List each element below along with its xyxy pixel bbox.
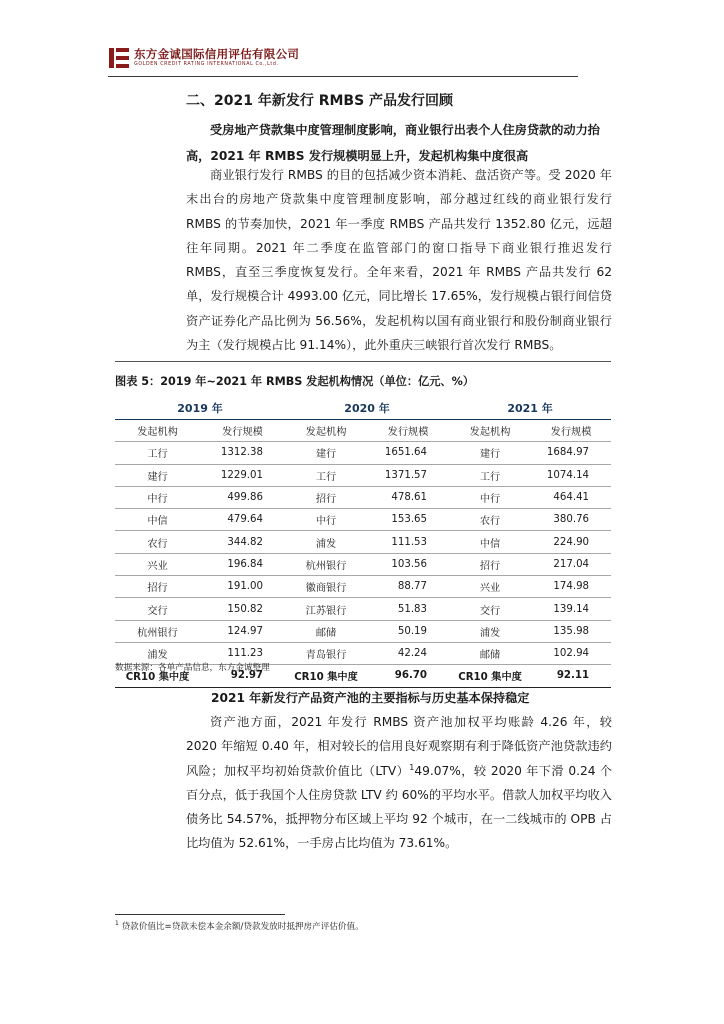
- table-row: [115, 464, 611, 486]
- table-row: [115, 486, 611, 508]
- issuer-cell: 交行: [449, 598, 531, 620]
- table-top-divider: [115, 361, 611, 362]
- issuance-value-cell: 1684.97: [531, 442, 611, 464]
- table-source-note: 数据来源：各单产品信息，东方金诚整理: [115, 663, 270, 673]
- table-row: [115, 442, 611, 464]
- issuer-cell: 杭州银行: [285, 553, 367, 575]
- issuance-value-cell: 135.98: [531, 620, 611, 642]
- issuance-value-cell: 479.64: [200, 509, 285, 531]
- issuer-cell: 建行: [115, 464, 200, 486]
- issuance-value-cell: 51.83: [367, 598, 449, 620]
- footnote-divider: [115, 914, 285, 915]
- issuer-cell: 中行: [449, 486, 531, 508]
- issuance-value-cell: 380.76: [531, 509, 611, 531]
- issuer-cell: 浦发: [115, 642, 200, 664]
- footnote-number: 1: [115, 920, 119, 928]
- cr10-value-cell: 92.97: [200, 665, 285, 687]
- issuer-cell: 杭州银行: [115, 620, 200, 642]
- column-header: 发起机构: [285, 420, 367, 442]
- issuer-cell: 招行: [449, 553, 531, 575]
- table-row: [115, 553, 611, 575]
- issuer-cell: 中行: [115, 486, 200, 508]
- body-paragraph-issuance: 商业银行发行 RMBS 的目的包括减少资本消耗、盘活资产等。受 2020 年末出台的房地产贷款集中度管理制度影响，部分越过红线的商业银行发行 RMBS 的节奏加快，2021 年一季度 RMBS 产品共发行 1352.80 亿元，远超往年同期。2021 年二季度在监管部门的窗口指导下商业银行推迟发行 RMBS，直至三季度恢复发行。全年来看，2021 年 RMBS 产品共发行 62 单，发行规模合计 4993.00 亿元，同比增长 17.65%，发行规模占银行间信贷资产证券化产品比例为 56.56%，发起机构以国有商业银行和股份制商业银行为主（发行规模占比 91.14%），此外重庆三峡银行首次发行 RMBS。: [186, 168, 612, 353]
- issuer-cell: 兴业: [115, 553, 200, 575]
- issuance-value-cell: 139.14: [531, 598, 611, 620]
- issuer-cell: 徽商银行: [285, 576, 367, 598]
- issuer-cell: 浦发: [449, 620, 531, 642]
- issuer-cell: 兴业: [449, 576, 531, 598]
- table-row: [115, 509, 611, 531]
- issuer-cell: 工行: [115, 442, 200, 464]
- issuance-value-cell: 499.86: [200, 486, 285, 508]
- table-row: [115, 598, 611, 620]
- year-2021-header: 2021 年: [449, 397, 611, 420]
- rmbs-issuer-table: [115, 397, 611, 688]
- issuance-value-cell: 191.00: [200, 576, 285, 598]
- pool-text-part1: 资产池方面，2021 年发行 RMBS 资产池加权平均账龄 4.26 年，较 2020 年缩短 0.40 年，相对较长的信用良好观察期有利于降低资产池贷款违约风险；加权平均初始贷款价值比（LTV）: [186, 715, 612, 778]
- lead-paragraph: 受房地产贷款集中度管理制度影响，商业银行出表个人住房贷款的动力抬高，2021 年 RMBS 发行规模明显上升，发起机构集中度很高: [186, 123, 600, 163]
- issuer-cell: 中信: [115, 509, 200, 531]
- year-2020-header: 2020 年: [285, 397, 449, 420]
- issuer-cell: 招行: [285, 486, 367, 508]
- footnote: [115, 920, 364, 932]
- issuer-cell: 浦发: [285, 531, 367, 553]
- issuance-value-cell: 150.82: [200, 598, 285, 620]
- issuance-value-cell: 111.53: [367, 531, 449, 553]
- issuance-value-cell: 1371.57: [367, 464, 449, 486]
- table-caption: 图表 5：2019 年~2021 年 RMBS 发起机构情况（单位：亿元、%）: [115, 375, 475, 388]
- table-row: [115, 576, 611, 598]
- issuer-cell: 工行: [285, 464, 367, 486]
- column-header: 发行规模: [531, 420, 611, 442]
- cr10-value-cell: 96.70: [367, 665, 449, 687]
- issuance-value-cell: 102.94: [531, 642, 611, 664]
- issuance-value-cell: 1074.14: [531, 464, 611, 486]
- issuance-value-cell: 1651.64: [367, 442, 449, 464]
- issuance-value-cell: 464.41: [531, 486, 611, 508]
- column-header: 发行规模: [200, 420, 285, 442]
- issuance-value-cell: 103.56: [367, 553, 449, 575]
- cr10-label-cell: CR10 集中度: [449, 665, 531, 687]
- table-row: [115, 620, 611, 642]
- column-header: 发起机构: [449, 420, 531, 442]
- issuer-cell: 农行: [115, 531, 200, 553]
- cr10-label-cell: CR10 集中度: [115, 665, 200, 687]
- issuance-value-cell: 1229.01: [200, 464, 285, 486]
- header-divider: [108, 76, 578, 77]
- issuer-cell: 中信: [449, 531, 531, 553]
- footnote-text: 贷款价值比=贷款未偿本金余额/贷款发放时抵押房产评估价值。: [121, 922, 364, 932]
- issuance-value-cell: 174.98: [531, 576, 611, 598]
- year-2019-header: 2019 年: [115, 397, 285, 420]
- table-row: [115, 531, 611, 553]
- issuer-cell: 工行: [449, 464, 531, 486]
- issuance-value-cell: 196.84: [200, 553, 285, 575]
- issuer-cell: 江苏银行: [285, 598, 367, 620]
- table-year-header-row: [115, 397, 611, 420]
- pool-text-part2: 49.07%，较 2020 年下滑 0.24 个百分点，低于我国个人住房贷款 LTV 约 60%的平均水平。借款人加权平均收入债务比 54.57%，抵押物分布区域上平均 92 个城市，在一二线城市的 OPB 占比均值为 52.61%，一手房占比均值为 73.61%。: [186, 763, 612, 851]
- issuer-cell: 招行: [115, 576, 200, 598]
- cr10-label-cell: CR10 集中度: [285, 665, 367, 687]
- issuance-value-cell: 478.61: [367, 486, 449, 508]
- issuer-cell: 中行: [285, 509, 367, 531]
- column-header: 发行规模: [367, 420, 449, 442]
- section-title: 二、2021 年新发行 RMBS 产品发行回顾: [186, 93, 454, 109]
- company-logo-icon: [108, 46, 130, 70]
- issuer-cell: 建行: [449, 442, 531, 464]
- issuance-value-cell: 224.90: [531, 531, 611, 553]
- issuer-cell: 邮储: [449, 642, 531, 664]
- page-header: [108, 44, 578, 78]
- company-name-en: GOLDEN CREDIT RATING INTERNATIONAL Co.,Ltd.: [134, 62, 279, 67]
- issuer-cell: 邮储: [285, 620, 367, 642]
- pool-subheading: 2021 年新发行产品资产池的主要指标与历史基本保持稳定: [211, 691, 530, 705]
- issuance-value-cell: 42.24: [367, 642, 449, 664]
- issuance-value-cell: 88.77: [367, 576, 449, 598]
- footnote-reference: 1: [409, 762, 415, 772]
- issuance-value-cell: 344.82: [200, 531, 285, 553]
- table-column-header-row: [115, 420, 611, 442]
- issuance-value-cell: 50.19: [367, 620, 449, 642]
- issuer-cell: 青岛银行: [285, 642, 367, 664]
- column-header: 发起机构: [115, 420, 200, 442]
- issuance-value-cell: 217.04: [531, 553, 611, 575]
- cr10-value-cell: 92.11: [531, 665, 611, 687]
- issuance-value-cell: 111.23: [200, 642, 285, 664]
- issuer-cell: 交行: [115, 598, 200, 620]
- issuance-value-cell: 153.65: [367, 509, 449, 531]
- issuer-cell: 农行: [449, 509, 531, 531]
- company-name-cn: 东方金诚国际信用评估有限公司: [134, 47, 300, 61]
- issuance-value-cell: 124.97: [200, 620, 285, 642]
- issuer-cell: 建行: [285, 442, 367, 464]
- issuance-value-cell: 1312.38: [200, 442, 285, 464]
- body-paragraph-asset-pool: [186, 710, 612, 856]
